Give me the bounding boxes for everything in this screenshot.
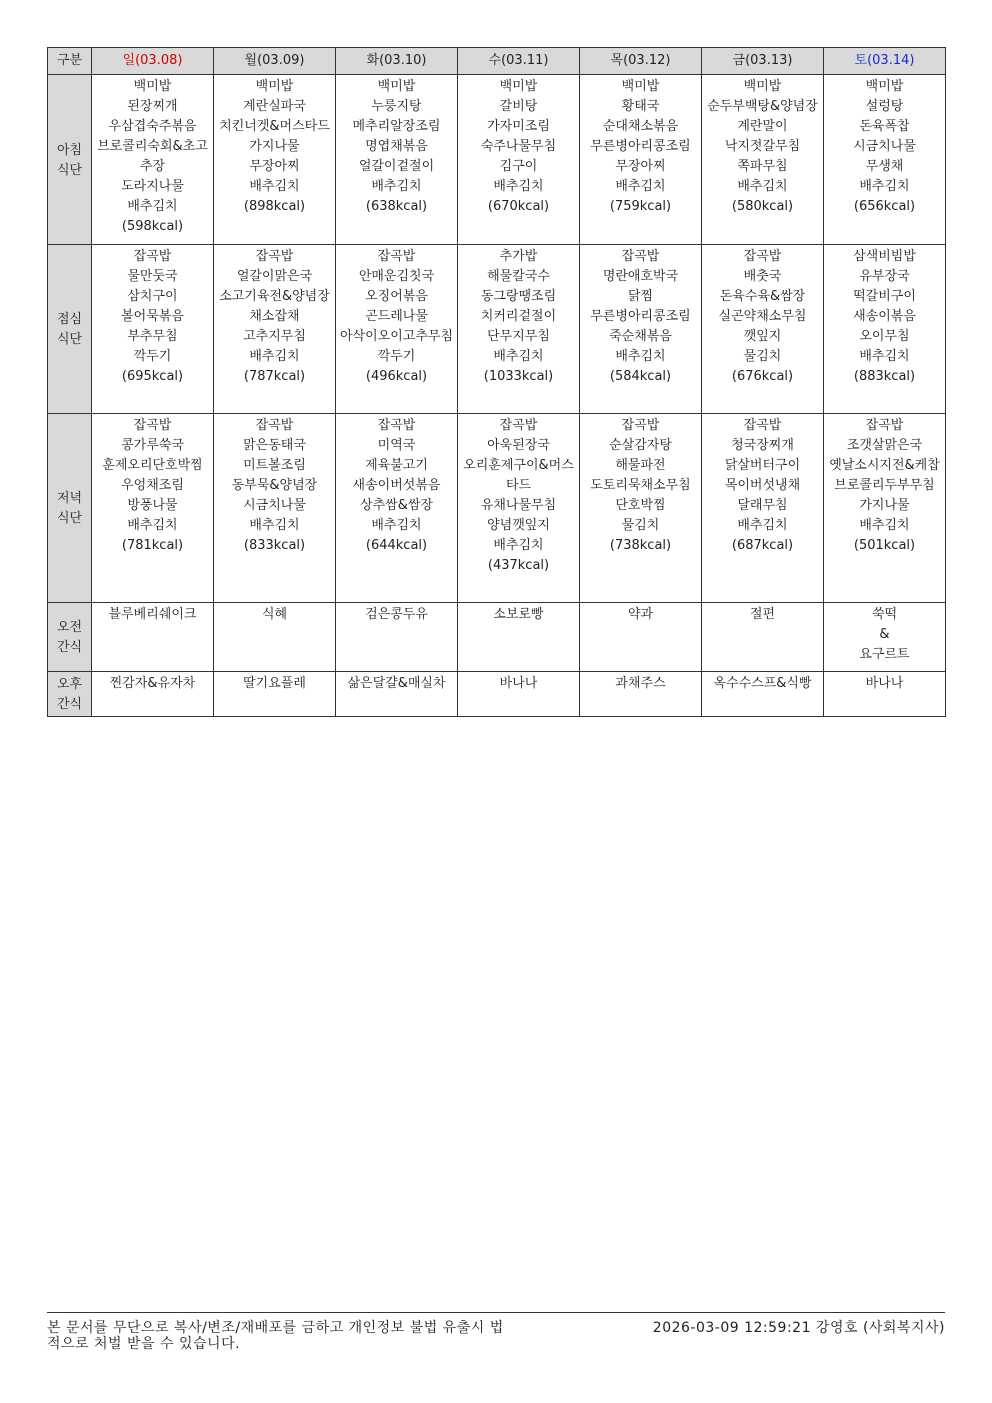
menu-item: 돈육수육&쌈장 xyxy=(719,289,806,304)
menu-item: 누룽지탕 xyxy=(371,99,422,114)
menu-item: & xyxy=(879,627,890,642)
row-label-line: 식단 xyxy=(56,511,83,526)
menu-item: 잡곡밥 xyxy=(621,249,660,264)
menu-item: 얼갈이겉절이 xyxy=(358,159,435,174)
menu-cell xyxy=(458,75,580,245)
row-label-line: 저녁 xyxy=(56,491,83,506)
menu-cell xyxy=(458,603,580,672)
menu-item: 갈비탕 xyxy=(499,99,538,114)
menu-item: 가지나물 xyxy=(859,498,910,513)
menu-item: 배추김치 xyxy=(127,518,178,533)
row-label-breakfast xyxy=(48,75,92,245)
menu-item: 유부장국 xyxy=(859,269,910,284)
menu-item: 배추김치 xyxy=(859,349,910,364)
menu-item: 새송이볶음 xyxy=(853,309,916,324)
menu-item: 잡곡밥 xyxy=(499,418,538,433)
menu-item: 검은콩두유 xyxy=(365,607,428,622)
menu-item: 백미밥 xyxy=(865,79,904,94)
menu-item: 해물칼국수 xyxy=(487,269,550,284)
menu-item: 찐감자&유자차 xyxy=(109,676,196,691)
menu-item: 절편 xyxy=(749,607,776,622)
menu-item: 잡곡밥 xyxy=(377,249,416,264)
menu-cell xyxy=(92,603,214,672)
menu-item: 시금치나물 xyxy=(853,139,916,154)
menu-item: (644kcal) xyxy=(365,538,428,553)
menu-item: 잡곡밥 xyxy=(133,249,172,264)
menu-cell xyxy=(580,672,702,717)
footer-timestamp: 2026-03-09 12:59:21 강영호 (사회복지사) xyxy=(652,1320,945,1336)
menu-item: (676kcal) xyxy=(731,369,794,384)
menu-row-breakfast xyxy=(48,75,946,245)
menu-item: 안매운김칫국 xyxy=(358,269,435,284)
row-label-dinner xyxy=(48,414,92,603)
menu-item: 배춧국 xyxy=(743,269,782,284)
menu-item: 배추김치 xyxy=(249,349,300,364)
menu-item: 백미밥 xyxy=(377,79,416,94)
menu-item: 요구르트 xyxy=(859,647,910,662)
menu-cell xyxy=(214,75,336,245)
menu-item: 명란애호박국 xyxy=(602,269,679,284)
day-header-fri: 금(03.13) xyxy=(702,48,824,75)
menu-item: 실곤약채소무침 xyxy=(718,309,807,324)
menu-item: 추가밥 xyxy=(499,249,538,264)
menu-item: (580kcal) xyxy=(731,199,794,214)
menu-item: 삶은달걀&매실차 xyxy=(347,676,446,691)
menu-item: 무장아찌 xyxy=(615,159,666,174)
menu-item: 배추김치 xyxy=(493,349,544,364)
menu-item: 배추김치 xyxy=(615,349,666,364)
menu-cell xyxy=(92,672,214,717)
menu-cell xyxy=(824,603,946,672)
menu-item: 미역국 xyxy=(377,438,416,453)
menu-row-am xyxy=(48,603,946,672)
row-label-line: 점심 xyxy=(56,312,83,327)
menu-cell xyxy=(458,672,580,717)
menu-item: 콩가루쑥국 xyxy=(121,438,184,453)
menu-item: 유채나물무침 xyxy=(480,498,557,513)
menu-item: (437kcal) xyxy=(487,558,550,573)
menu-item: 양념깻잎지 xyxy=(487,518,550,533)
menu-item: (670kcal) xyxy=(487,199,550,214)
menu-item: 된장찌개 xyxy=(127,99,178,114)
menu-item: 상추쌈&쌈장 xyxy=(360,498,433,513)
menu-cell xyxy=(92,245,214,414)
menu-item: 청국장찌개 xyxy=(731,438,794,453)
menu-item: 미트볼조림 xyxy=(243,458,306,473)
row-label-line: 오전 xyxy=(56,620,83,635)
menu-item: (738kcal) xyxy=(609,538,672,553)
menu-item: 도라지나물 xyxy=(121,179,184,194)
menu-item: 명엽채볶음 xyxy=(365,139,428,154)
menu-item: (496kcal) xyxy=(365,369,428,384)
row-label-line: 간식 xyxy=(56,640,83,655)
menu-item: 배추김치 xyxy=(249,179,300,194)
menu-item: 아욱된장국 xyxy=(487,438,550,453)
menu-item: 메추리알장조림 xyxy=(352,119,441,134)
menu-item: (898kcal) xyxy=(243,199,306,214)
menu-cell xyxy=(580,75,702,245)
menu-item: 계란말이 xyxy=(737,119,788,134)
menu-item: 블루베리쉐이크 xyxy=(108,607,197,622)
menu-item: 무생채 xyxy=(865,159,904,174)
menu-item: 닭찜 xyxy=(627,289,654,304)
menu-item: 배추김치 xyxy=(371,518,422,533)
menu-item: 무른병아리콩조림 xyxy=(590,139,691,154)
day-header-sat: 토(03.14) xyxy=(824,48,946,75)
day-header-mon: 월(03.09) xyxy=(214,48,336,75)
menu-item: 김구이 xyxy=(499,159,538,174)
menu-cell xyxy=(214,672,336,717)
menu-item: (1033kcal) xyxy=(483,369,554,384)
menu-cell xyxy=(336,672,458,717)
menu-item: 가자미조림 xyxy=(487,119,550,134)
menu-item: (883kcal) xyxy=(853,369,916,384)
menu-item: 물김치 xyxy=(743,349,782,364)
menu-item: 바나나 xyxy=(499,676,538,691)
menu-item: 치킨너겟&머스타드 xyxy=(219,119,330,134)
menu-item: 얼갈이맑은국 xyxy=(236,269,313,284)
menu-cell xyxy=(336,414,458,603)
menu-cell xyxy=(824,414,946,603)
header-row xyxy=(48,48,946,75)
menu-item: 과채주스 xyxy=(615,676,666,691)
day-header-wed: 수(03.11) xyxy=(458,48,580,75)
menu-item: 우엉채조림 xyxy=(121,478,184,493)
menu-item: 소보로빵 xyxy=(493,607,544,622)
menu-cell xyxy=(702,414,824,603)
menu-cell xyxy=(824,245,946,414)
menu-item: 오리훈제구이&머스타드 xyxy=(463,458,574,493)
menu-item: 계란실파국 xyxy=(243,99,306,114)
menu-item: 순살감자탕 xyxy=(609,438,672,453)
menu-item: 도토리묵채소무침 xyxy=(590,478,691,493)
row-label-lunch xyxy=(48,245,92,414)
menu-item: (598kcal) xyxy=(121,219,184,234)
menu-cell xyxy=(702,245,824,414)
row-label-line: 아침 xyxy=(56,142,83,158)
menu-cell xyxy=(214,603,336,672)
menu-item: 아삭이오이고추무침 xyxy=(339,329,454,344)
menu-item: 달래무침 xyxy=(737,498,788,513)
menu-item: 바나나 xyxy=(865,676,904,691)
day-header-thu: 목(03.12) xyxy=(580,48,702,75)
menu-cell xyxy=(702,603,824,672)
row-label-line: 식단 xyxy=(56,332,83,347)
menu-item: 가지나물 xyxy=(249,139,300,154)
menu-item: 해물파전 xyxy=(615,458,666,473)
menu-item: (501kcal) xyxy=(853,538,916,553)
menu-item: 오이무침 xyxy=(859,329,910,344)
footer-notice: 본 문서를 무단으로 복사/변조/재배포를 금하고 개인정보 불법 유출시 법적으로 처벌 받을 수 있습니다. xyxy=(47,1320,504,1352)
row-label-pm xyxy=(48,672,92,717)
row-label-line: 간식 xyxy=(56,697,83,712)
menu-cell xyxy=(458,414,580,603)
menu-item: 순대채소볶음 xyxy=(602,119,679,134)
day-header-tue: 화(03.10) xyxy=(336,48,458,75)
menu-item: 제육불고기 xyxy=(365,458,428,473)
menu-item: 잡곡밥 xyxy=(865,418,904,433)
menu-item: (584kcal) xyxy=(609,369,672,384)
menu-item: 깍두기 xyxy=(133,349,172,364)
menu-item: 브로콜리두부무침 xyxy=(834,478,935,493)
menu-item: 단호박찜 xyxy=(615,498,666,513)
menu-item: 새송이버섯볶음 xyxy=(352,478,441,493)
menu-cell xyxy=(214,245,336,414)
menu-item: 약과 xyxy=(627,607,654,622)
menu-item: 배추김치 xyxy=(737,518,788,533)
menu-item: 물만둣국 xyxy=(127,269,178,284)
menu-item: 배추김치 xyxy=(249,518,300,533)
menu-item: 백미밥 xyxy=(743,79,782,94)
menu-item: (656kcal) xyxy=(853,199,916,214)
menu-cell xyxy=(580,414,702,603)
menu-item: 부추무침 xyxy=(127,329,178,344)
day-header-sun: 일(03.08) xyxy=(92,48,214,75)
menu-item: 옥수수스프&식빵 xyxy=(713,676,812,691)
menu-item: 배추김치 xyxy=(493,538,544,553)
menu-item: (833kcal) xyxy=(243,538,306,553)
menu-item: 배추김치 xyxy=(127,199,178,214)
menu-item: 숙주나물무침 xyxy=(480,139,557,154)
menu-item: 배추김치 xyxy=(615,179,666,194)
menu-row-pm xyxy=(48,672,946,717)
menu-item: 식혜 xyxy=(261,607,288,622)
menu-item: 잡곡밥 xyxy=(377,418,416,433)
menu-item: 물김치 xyxy=(621,518,660,533)
menu-item: 단무지무침 xyxy=(487,329,550,344)
menu-cell xyxy=(336,245,458,414)
menu-item: 잡곡밥 xyxy=(255,249,294,264)
menu-cell xyxy=(336,75,458,245)
menu-item: (787kcal) xyxy=(243,369,306,384)
menu-cell xyxy=(702,672,824,717)
menu-item: 백미밥 xyxy=(621,79,660,94)
menu-item: 목이버섯냉채 xyxy=(724,478,801,493)
menu-item: 백미밥 xyxy=(255,79,294,94)
menu-item: 무장아찌 xyxy=(249,159,300,174)
menu-cell xyxy=(92,75,214,245)
menu-item: 백미밥 xyxy=(133,79,172,94)
menu-item: 잡곡밥 xyxy=(255,418,294,433)
menu-item: 백미밥 xyxy=(499,79,538,94)
menu-item: 오징어볶음 xyxy=(365,289,428,304)
menu-item: 설렁탕 xyxy=(865,99,904,114)
footer xyxy=(47,1312,945,1352)
menu-cell xyxy=(214,414,336,603)
menu-item: 삼치구이 xyxy=(127,289,178,304)
menu-item: 옛날소시지전&케찹 xyxy=(829,458,940,473)
menu-cell xyxy=(580,603,702,672)
menu-item: (781kcal) xyxy=(121,538,184,553)
menu-item: 배추김치 xyxy=(493,179,544,194)
menu-item: 깻잎지 xyxy=(743,329,782,344)
menu-item: 배추김치 xyxy=(859,518,910,533)
menu-row-dinner xyxy=(48,414,946,603)
menu-item: 순두부백탕&양념장 xyxy=(707,99,818,114)
menu-item: 쪽파무침 xyxy=(737,159,788,174)
row-label-line: 식단 xyxy=(56,162,83,178)
menu-cell xyxy=(458,245,580,414)
menu-item: 삼색비빔밥 xyxy=(853,249,916,264)
menu-item: 떡갈비구이 xyxy=(853,289,916,304)
menu-item: 잡곡밥 xyxy=(743,418,782,433)
menu-item: 낙지젓갈무침 xyxy=(724,139,801,154)
weekly-menu-table xyxy=(47,47,946,717)
menu-item: 동부묵&양념장 xyxy=(231,478,318,493)
menu-item: 배추김치 xyxy=(859,179,910,194)
row-label-am xyxy=(48,603,92,672)
menu-item: 고추지무침 xyxy=(243,329,306,344)
menu-item: 잡곡밥 xyxy=(133,418,172,433)
menu-item: 쑥떡 xyxy=(871,607,898,622)
menu-item: 닭살버터구이 xyxy=(724,458,801,473)
menu-item: 곤드레나물 xyxy=(365,309,428,324)
menu-item: (638kcal) xyxy=(365,199,428,214)
menu-item: 치커리겉절이 xyxy=(480,309,557,324)
menu-item: (759kcal) xyxy=(609,199,672,214)
menu-item: 돈육폭찹 xyxy=(859,119,910,134)
menu-item: 죽순채볶음 xyxy=(609,329,672,344)
corner-label: 구분 xyxy=(48,48,92,75)
menu-item: 방풍나물 xyxy=(127,498,178,513)
menu-cell xyxy=(336,603,458,672)
menu-item: 브로콜리숙회&초고추장 xyxy=(97,139,208,174)
menu-item: 배추김치 xyxy=(371,179,422,194)
menu-item: 소고기육전&양념장 xyxy=(219,289,330,304)
menu-item: 동그랑땡조림 xyxy=(480,289,557,304)
menu-cell xyxy=(702,75,824,245)
menu-cell xyxy=(580,245,702,414)
menu-cell xyxy=(92,414,214,603)
menu-item: 우삼겹숙주볶음 xyxy=(108,119,197,134)
menu-cell xyxy=(824,672,946,717)
menu-item: 깍두기 xyxy=(377,349,416,364)
menu-item: 맑은동태국 xyxy=(243,438,306,453)
menu-row-lunch xyxy=(48,245,946,414)
menu-item: (695kcal) xyxy=(121,369,184,384)
row-label-line: 오후 xyxy=(56,677,83,692)
menu-item: 시금치나물 xyxy=(243,498,306,513)
menu-item: 볼어묵볶음 xyxy=(121,309,184,324)
menu-item: 딸기요플레 xyxy=(243,676,306,691)
menu-item: 채소잡채 xyxy=(249,309,300,324)
menu-item: 잡곡밥 xyxy=(743,249,782,264)
menu-item: 무른병아리콩조림 xyxy=(590,309,691,324)
menu-item: 황태국 xyxy=(621,99,660,114)
menu-item: 조갯살맑은국 xyxy=(846,438,923,453)
menu-cell xyxy=(824,75,946,245)
menu-item: 잡곡밥 xyxy=(621,418,660,433)
menu-item: (687kcal) xyxy=(731,538,794,553)
menu-item: 훈제오리단호박찜 xyxy=(102,458,203,473)
menu-item: 배추김치 xyxy=(737,179,788,194)
